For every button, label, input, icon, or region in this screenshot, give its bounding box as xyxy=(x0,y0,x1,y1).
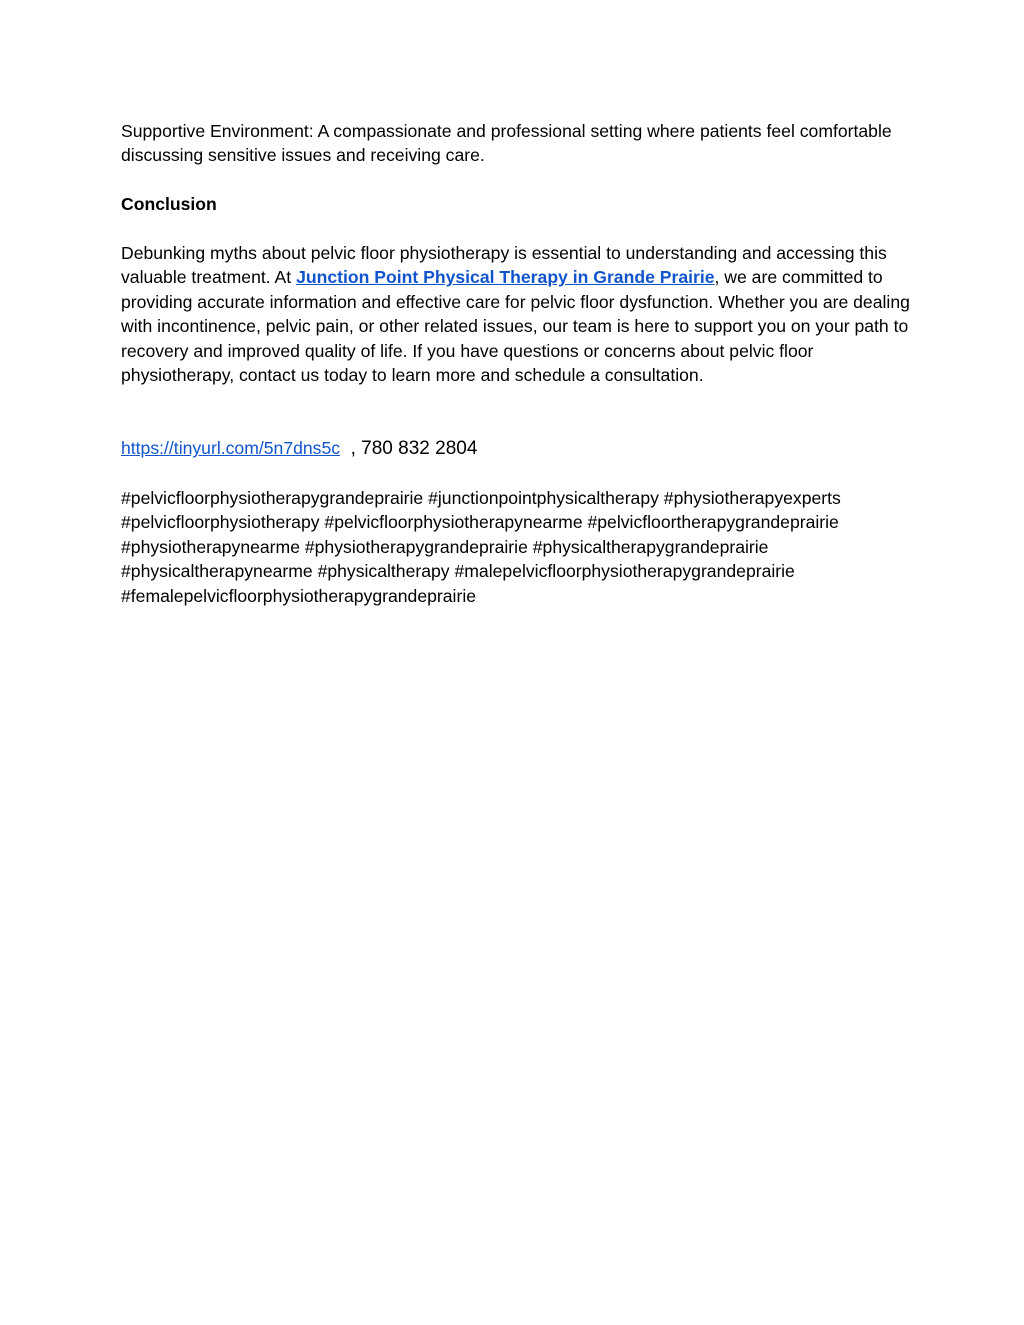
conclusion-text-start: Debunking myths about pelvic floor physiotherapy is essential to understanding and accessing this valuable treatment. At xyxy=(121,243,887,288)
conclusion-text-end: , we are committed to providing accurate information and effective care for pelvic floor dysfunction. Whether you are dealing with incontinence, pelvic pain, or other related issues, our team is here to support you on your path to recovery and improved quality of life. If you have questions or concerns about pelvic floor physiotherapy, contact us today to learn more and schedule a consultation. xyxy=(121,267,910,386)
document-body xyxy=(121,119,911,608)
hashtags-paragraph: #pelvicfloorphysiotherapygrandeprairie #junctionpointphysicaltherapy #physiotherapyexperts #pelvicfloorphysiotherapy #pelvicfloorphysiotherapynearme #pelvicfloortherapygrandeprairie #physiotherapynearme #physiotherapygrandeprairie #physicaltherapygrandeprairie #physicaltherapynearme #physicaltherapy #malepelvicfloorphysiotherapygrandeprairie #femalepelvicfloorphysiotherapygrandeprairie xyxy=(121,488,841,606)
conclusion-heading: Conclusion xyxy=(121,194,217,215)
short-url-link[interactable]: https://tinyurl.com/5n7dns5c xyxy=(121,438,341,459)
contact-line xyxy=(121,436,911,461)
conclusion-paragraph xyxy=(121,241,911,387)
supportive-environment-paragraph: Supportive Environment: A compassionate and professional setting where patients feel comfortable discussing sensitive issues and receiving care. xyxy=(121,121,892,166)
phone-number: , 780 832 2804 xyxy=(340,438,478,460)
clinic-link[interactable]: Junction Point Physical Therapy in Grande Prairie xyxy=(296,267,715,288)
